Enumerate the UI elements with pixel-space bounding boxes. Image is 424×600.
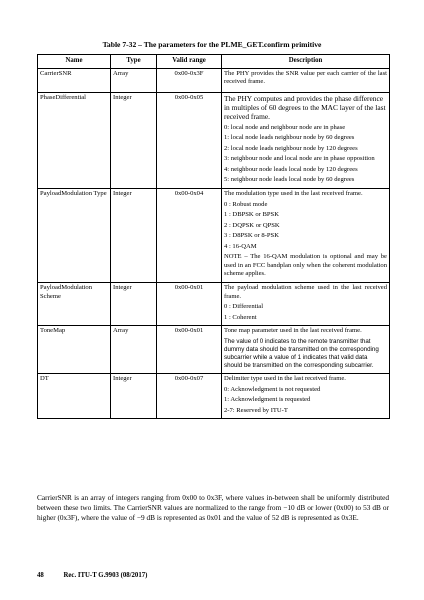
param-name: ToneMap: [38, 326, 111, 374]
param-type: Integer: [111, 188, 157, 282]
description-line: The PHY computes and provides the phase difference in multiples of 60 degrees to the MAC layer of the last received frame.: [224, 93, 386, 122]
param-description: [222, 188, 390, 282]
description-line: 1 : Coherent: [224, 313, 257, 321]
header-description: Description: [222, 55, 390, 69]
header-type: Type: [111, 55, 157, 69]
description-line: 3: neighbour node and local node are in phase opposition: [224, 155, 375, 163]
table-header-row: [38, 55, 390, 69]
param-range: 0x00-0x01: [157, 283, 222, 326]
page-number: 48: [37, 572, 44, 579]
param-name: PayloadModulation Scheme: [38, 283, 111, 326]
description-line: Tone map parameter used in the last received frame.: [224, 327, 362, 335]
param-range: 0x00-0x05: [157, 92, 222, 188]
description-line: 0 : Robust mode: [224, 200, 268, 208]
header-valid-range: Valid range: [157, 55, 222, 69]
table-row: [38, 374, 390, 419]
description-line: 1 : DBPSK or BPSK: [224, 211, 279, 219]
param-description: [222, 326, 390, 374]
param-description: [222, 374, 390, 419]
table-row: [38, 68, 390, 92]
description-line: 0: Acknowledgment is not requested: [224, 385, 321, 393]
param-type: Integer: [111, 374, 157, 419]
description-line: The PHY provides the SNR value per each carrier of the last received frame.: [224, 69, 387, 86]
description-line: The payload modulation scheme used in the last received frame.: [224, 284, 387, 300]
table-caption: Table 7-32 – The parameters for the PLME_GET.confirm primitive: [102, 40, 322, 49]
parameters-table: [37, 54, 390, 419]
description-line: 5: neighbour node leads local node by 60 degrees: [224, 176, 355, 184]
table-row: [38, 92, 390, 188]
param-name: DT: [38, 374, 111, 419]
table-row: [38, 326, 390, 374]
description-line: The value of 0 indicates to the remote transmitter that dummy data should be transmitted on the corresponding subcarrier while a value of 1 indicates that valid data should be transmitted on the corresponding subcarrier.: [224, 337, 379, 370]
param-type: Integer: [111, 283, 157, 326]
param-range: 0x00-0x07: [157, 374, 222, 419]
page-footer: [37, 572, 147, 579]
table-row: [38, 283, 390, 326]
description-note: NOTE – The 16-QAM modulation is optional and may be used in an FCC bandplan only when the coherent modulation scheme applies.: [224, 253, 387, 278]
param-name: CarrierSNR: [38, 68, 111, 92]
description-line: Delimiter type used in the last received frame.: [224, 375, 346, 383]
header-name: Name: [38, 55, 111, 69]
table-row: [38, 188, 390, 282]
document-reference: Rec. ITU-T G.9903 (08/2017): [63, 572, 148, 579]
param-description: [222, 283, 390, 326]
description-line: 3 : D8PSK or 8-PSK: [224, 232, 279, 240]
description-line: 0: local node and neighbour node are in phase: [224, 123, 346, 131]
description-line: 2-7: Reserved by ITU-T: [224, 406, 288, 414]
param-type: Array: [111, 68, 157, 92]
param-description: [222, 68, 390, 92]
description-line: 2: local node leads neighbour node by 120 degrees: [224, 144, 358, 152]
description-line: The modulation type used in the last received frame.: [224, 189, 363, 197]
description-line: 1: Acknowledgment is requested: [224, 396, 311, 404]
param-name: PhaseDifferential: [38, 92, 111, 188]
param-type: Integer: [111, 92, 157, 188]
param-range: 0x00-0x04: [157, 188, 222, 282]
body-paragraph: CarrierSNR is an array of integers ranging from 0x00 to 0x3F, where values in-between shall be uniformly distributed between these two limits. The CarrierSNR values are normalized to the range from −10 dB or lower (0x00) to 53 dB or higher (0x3F), where the value of −9 dB is represented as 0x01 and the value of 52 dB is represented as 0x3E.: [37, 493, 389, 522]
description-line: 1: local node leads neighbour node by 60 degrees: [224, 134, 355, 142]
param-name: PayloadModulation Type: [38, 188, 111, 282]
param-range: 0x00-0x3F: [157, 68, 222, 92]
description-line: 2 : DQPSK or QPSK: [224, 221, 280, 229]
description-line: 4: neighbour node leads local node by 120 degrees: [224, 165, 358, 173]
param-description: [222, 92, 390, 188]
param-range: 0x00-0x01: [157, 326, 222, 374]
description-line: 0 : Differential: [224, 303, 264, 311]
param-type: Array: [111, 326, 157, 374]
description-line: 4 : 16-QAM: [224, 242, 257, 250]
